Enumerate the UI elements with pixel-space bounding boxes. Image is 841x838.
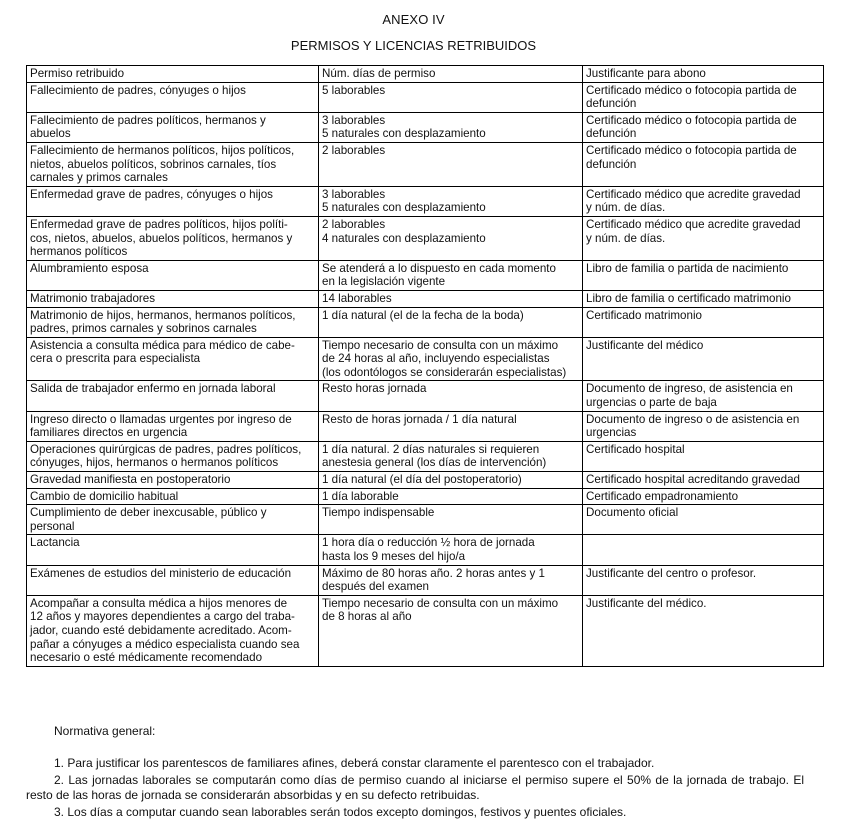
cell-line: de 8 horas al año — [322, 610, 412, 624]
cell-line: 4 naturales con desplazamiento — [322, 231, 486, 245]
table-row — [27, 505, 824, 535]
cell-line: y núm. de días. — [586, 231, 666, 245]
justification-cell — [583, 142, 824, 186]
table-row — [27, 441, 824, 471]
days-cell — [319, 260, 583, 290]
days-cell — [319, 381, 583, 411]
days-cell — [319, 441, 583, 471]
cell-line: personal — [30, 519, 75, 533]
cell-line: Certificado médico o fotocopia partida de — [586, 113, 797, 127]
annex-title: ANEXO IV — [382, 12, 445, 27]
cell-line: Cumplimiento de deber inexcusable, público y — [30, 506, 267, 520]
cell-line: Acompañar a consulta médica a hijos menores de — [30, 596, 288, 610]
cell-line: 3 laborables — [322, 113, 386, 127]
cell-line: defunción — [586, 97, 637, 111]
column-header-justification: Justificante para abono — [583, 66, 824, 83]
cell-line: necesario o esté médicamente recomendado — [30, 651, 263, 665]
cell-line: 5 laborables — [322, 83, 386, 97]
justification-cell — [583, 488, 824, 505]
cell-line: defunción — [586, 127, 637, 141]
cell-line: Enfermedad grave de padres, cónyuges o hijos — [30, 187, 273, 201]
justification-cell — [583, 472, 824, 489]
cell-line: en la legislación vigente — [322, 275, 446, 289]
cell-line: Exámenes de estudios del ministerio de educación — [30, 566, 292, 580]
days-cell — [319, 290, 583, 307]
cell-line: familiares directos en urgencia — [30, 426, 188, 440]
days-cell — [319, 186, 583, 216]
permit-cell — [27, 505, 319, 535]
justification-cell — [583, 535, 824, 565]
justification-cell — [583, 411, 824, 441]
cell-line: Salida de trabajador enfermo en jornada laboral — [30, 382, 276, 396]
cell-line: Matrimonio de hijos, hermanos, hermanos políticos, — [30, 308, 296, 322]
cell-line: anestesia general (los días de intervención) — [322, 456, 547, 470]
permit-cell — [27, 535, 319, 565]
cell-line: Se atenderá a lo dispuesto en cada momento — [322, 261, 556, 275]
cell-line: Enfermedad grave de padres políticos, hijos políti- — [30, 217, 288, 231]
annex-subtitle: PERMISOS Y LICENCIAS RETRIBUIDOS — [290, 38, 537, 53]
cell-line: de 24 horas al año, incluyendo especialistas — [322, 352, 550, 366]
table-row — [27, 112, 824, 142]
cell-line: Alumbramiento esposa — [30, 261, 149, 275]
permit-cell — [27, 186, 319, 216]
permit-cell — [27, 216, 319, 260]
cell-line: Resto horas jornada — [322, 382, 427, 396]
cell-line: 2 laborables — [322, 143, 386, 157]
cell-line: 1 hora día o reducción ½ hora de jornada — [322, 536, 535, 550]
table-row — [27, 472, 824, 489]
days-cell — [319, 565, 583, 595]
table-row — [27, 565, 824, 595]
cell-line: cos, nietos, abuelos, abuelos políticos, hermanos y — [30, 231, 293, 245]
justification-cell — [583, 381, 824, 411]
table-row — [27, 488, 824, 505]
cell-line: Cambio de domicilio habitual — [30, 489, 179, 503]
cell-line: hermanos políticos — [30, 245, 128, 259]
cell-line: Gravedad manifiesta en postoperatorio — [30, 473, 231, 487]
cell-line: Certificado médico o fotocopia partida de — [586, 143, 797, 157]
cell-line: 14 laborables — [322, 291, 392, 305]
note-3: 3. Los días a computar cuando sean laborables serán todos excepto domingos, festivos y puentes oficiales. — [54, 805, 627, 819]
permit-cell — [27, 411, 319, 441]
cell-line: Libro de familia o partida de nacimiento — [586, 261, 789, 275]
cell-line: Tiempo necesario de consulta con un máximo — [322, 338, 559, 352]
justification-cell — [583, 112, 824, 142]
permit-cell — [27, 595, 319, 666]
permit-cell — [27, 381, 319, 411]
cell-line: Asistencia a consulta médica para médico de cabe- — [30, 338, 295, 352]
cell-line: defunción — [586, 157, 637, 171]
justification-cell — [583, 505, 824, 535]
justification-cell — [583, 337, 824, 381]
table-row — [27, 337, 824, 381]
table-row — [27, 290, 824, 307]
table-row — [27, 411, 824, 441]
cell-line: pañar a cónyuges a médico especialista cuando sea — [30, 637, 300, 651]
cell-line: Justificante del médico — [586, 338, 704, 352]
cell-line: Documento de ingreso o de asistencia en — [586, 412, 800, 426]
cell-line: (los odontólogos se considerarán especialistas) — [322, 365, 567, 379]
cell-line: Resto de horas jornada / 1 día natural — [322, 412, 517, 426]
justification-cell — [583, 441, 824, 471]
cell-line: 3 laborables — [322, 187, 386, 201]
cell-line: Libro de familia o certificado matrimonio — [586, 291, 791, 305]
cell-line: 1 día natural. 2 días naturales si requieren — [322, 442, 540, 456]
days-cell — [319, 472, 583, 489]
permit-cell — [27, 337, 319, 381]
cell-line: Certificado médico o fotocopia partida de — [586, 83, 797, 97]
cell-line: urgencias — [586, 426, 637, 440]
table-row — [27, 381, 824, 411]
cell-line: Lactancia — [30, 536, 80, 550]
table-header-row — [27, 66, 824, 83]
permit-cell — [27, 290, 319, 307]
cell-line: Documento oficial — [586, 506, 679, 520]
cell-line: 1 día natural (el de la fecha de la boda) — [322, 308, 524, 322]
cell-line: Certificado médico que acredite gravedad — [586, 187, 801, 201]
cell-line: 5 naturales con desplazamiento — [322, 127, 486, 141]
permit-cell — [27, 472, 319, 489]
cell-line: y núm. de días. — [586, 201, 666, 215]
cell-line: Certificado hospital — [586, 442, 685, 456]
permit-cell — [27, 112, 319, 142]
permit-cell — [27, 142, 319, 186]
justification-cell — [583, 260, 824, 290]
cell-line: Certificado matrimonio — [586, 308, 702, 322]
cell-line: nietos, abuelos políticos, sobrinos carnales, tíos — [30, 157, 277, 171]
days-cell — [319, 505, 583, 535]
cell-line: cera o prescrita para especialista — [30, 352, 201, 366]
permits-table — [26, 65, 824, 667]
table-row — [27, 186, 824, 216]
justification-cell — [583, 565, 824, 595]
days-cell — [319, 112, 583, 142]
days-cell — [319, 411, 583, 441]
permit-cell — [27, 260, 319, 290]
cell-line: Fallecimiento de padres, cónyuges o hijos — [30, 83, 246, 97]
cell-line: 1 día natural (el día del postoperatorio) — [322, 473, 522, 487]
cell-line: 2 laborables — [322, 217, 386, 231]
table-row — [27, 595, 824, 666]
days-cell — [319, 216, 583, 260]
cell-line: Justificante del centro o profesor. — [586, 566, 757, 580]
days-cell — [319, 307, 583, 337]
cell-line: después del examen — [322, 580, 429, 594]
permit-cell — [27, 565, 319, 595]
note-1: 1. Para justificar los parentescos de familiares afines, deberá constar claramente el parentesco con el trabajador. — [54, 756, 655, 770]
justification-cell — [583, 307, 824, 337]
table-row — [27, 260, 824, 290]
notes-title: Normativa general: — [54, 724, 156, 738]
days-cell — [319, 337, 583, 381]
cell-line: 1 día laborable — [322, 489, 399, 503]
days-cell — [319, 595, 583, 666]
table-row — [27, 535, 824, 565]
permit-cell — [27, 441, 319, 471]
cell-line: padres, primos carnales y sobrinos carnales — [30, 322, 257, 336]
cell-line: Tiempo necesario de consulta con un máximo — [322, 596, 559, 610]
cell-line: abuelos — [30, 127, 71, 141]
days-cell — [319, 82, 583, 112]
column-header-permit: Permiso retribuido — [27, 66, 319, 83]
table-row — [27, 216, 824, 260]
cell-line: hasta los 9 meses del hijo/a — [322, 550, 466, 563]
cell-line: 12 años y mayores dependientes a cargo del traba- — [30, 610, 295, 624]
justification-cell — [583, 186, 824, 216]
table-row — [27, 307, 824, 337]
table-row — [27, 142, 824, 186]
cell-line: urgencias o parte de baja — [586, 396, 717, 410]
cell-line: Tiempo indispensable — [322, 506, 435, 520]
days-cell — [319, 535, 583, 565]
table-row — [27, 82, 824, 112]
permit-cell — [27, 82, 319, 112]
justification-cell — [583, 82, 824, 112]
cell-line: Documento de ingreso, de asistencia en — [586, 382, 793, 396]
cell-line: carnales y primos carnales — [30, 171, 168, 185]
justification-cell — [583, 595, 824, 666]
cell-line: jador, cuando esté debidamente acreditado. Acom- — [30, 623, 292, 637]
cell-line: Fallecimiento de hermanos políticos, hijos políticos, — [30, 143, 295, 157]
cell-line: Máximo de 80 horas año. 2 horas antes y 1 — [322, 566, 545, 580]
cell-line: Certificado empadronamiento — [586, 489, 739, 503]
justification-cell — [583, 290, 824, 307]
cell-line: Justificante del médico. — [586, 596, 707, 610]
cell-line: Matrimonio trabajadores — [30, 291, 156, 305]
cell-line: Fallecimiento de padres políticos, hermanos y — [30, 113, 266, 127]
cell-line: Operaciones quirúrgicas de padres, padres políticos, — [30, 442, 302, 456]
cell-line: Ingreso directo o llamadas urgentes por ingreso de — [30, 412, 292, 426]
note-2: 2. Las jornadas laborales se computarán como días de permiso cuando al iniciarse el permiso supere el 50% de la jornada de trabajo. El resto de las horas de jornada se considerarán absorbidas y en su defecto retribuidas. — [26, 773, 804, 802]
cell-line: Certificado médico que acredite gravedad — [586, 217, 801, 231]
days-cell — [319, 142, 583, 186]
cell-line: Certificado hospital acreditando gravedad — [586, 473, 800, 487]
permit-cell — [27, 307, 319, 337]
justification-cell — [583, 216, 824, 260]
cell-line: cónyuges, hijos, hermanos o hermanos políticos — [30, 456, 279, 470]
cell-line: 5 naturales con desplazamiento — [322, 201, 486, 215]
days-cell — [319, 488, 583, 505]
permit-cell — [27, 488, 319, 505]
column-header-days: Núm. días de permiso — [319, 66, 583, 83]
